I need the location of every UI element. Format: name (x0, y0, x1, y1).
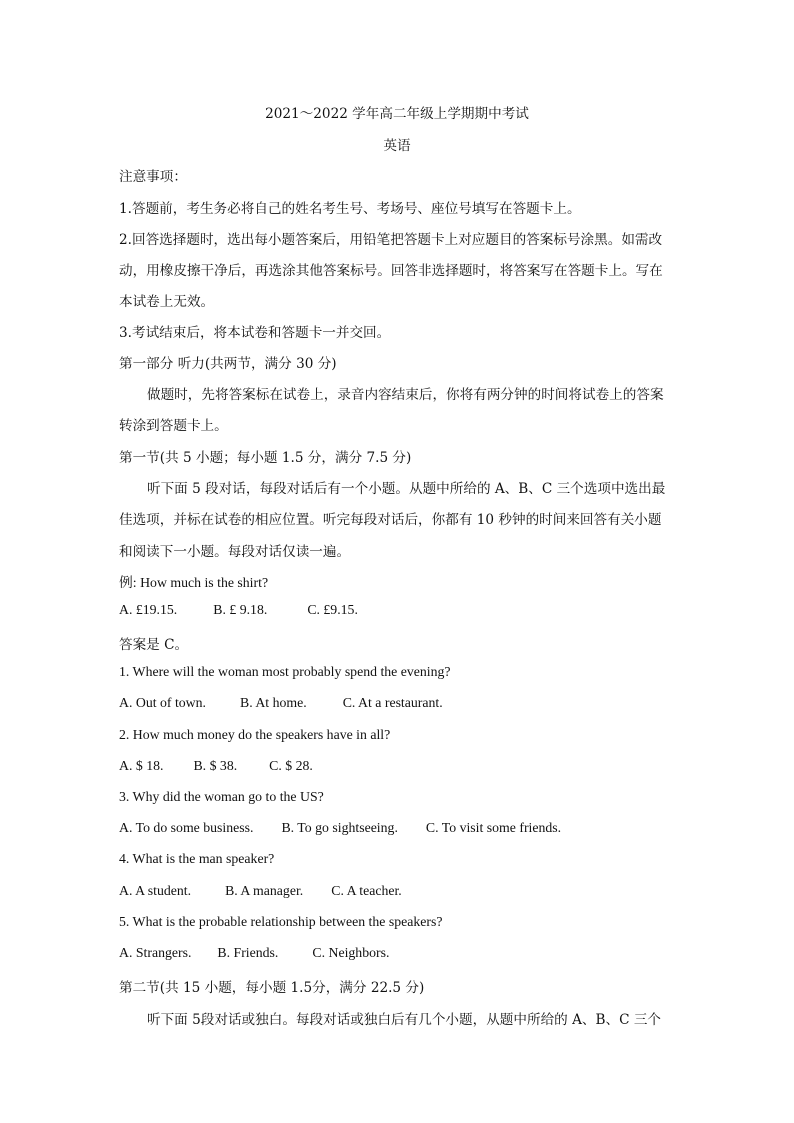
notes-item-2-line-2: 动，用橡皮擦干净后，再选涂其他答案标号。回答非选择题时，将答案写在答题卡上。写在 (119, 263, 663, 279)
question-1-stem: 1. Where will the woman most probably spend the evening? (119, 664, 451, 679)
section1-instruction-line-3: 和阅读下一小题。每段对话仅读一遍。 (119, 544, 351, 560)
section1-instruction-line-2: 佳选项，并标在试卷的相应位置。听完每段对话后，你都有 10 秒钟的时间来回答有关小题 (119, 512, 662, 528)
question-4-option-c: C. A teacher. (331, 883, 402, 898)
question-3-options (119, 820, 561, 836)
example-option-c: C. £9.15. (307, 602, 358, 617)
notes-heading: 注意事项： (119, 169, 187, 185)
question-5-option-b: B. Friends. (217, 945, 279, 960)
notes-item-2-line-3: 本试卷上无效。 (119, 294, 215, 310)
question-1-option-b: B. At home. (240, 695, 307, 710)
section1-heading: 第一节(共 5 小题；每小题 1.5 分，满分 7.5 分) (119, 450, 412, 466)
question-5-option-a: A. Strangers. (119, 945, 192, 960)
notes-item-1: 1.答题前，考生务必将自己的姓名考生号、考场号、座位号填写在答题卡上。 (119, 201, 581, 217)
section2-heading: 第二节(共 15 小题，每小题 1.5分，满分 22.5 分) (119, 980, 425, 996)
example-answer: 答案是 C。 (119, 637, 189, 653)
question-5-options (119, 945, 389, 961)
part1-instruction-line-2: 转涂到答题卡上。 (119, 418, 228, 434)
question-4-option-a: A. A student. (119, 883, 192, 898)
example-option-a: A. £19.15. (119, 602, 178, 617)
question-4-stem: 4. What is the man speaker? (119, 851, 275, 866)
exam-title: 2021～2022 学年高二年级上学期期中考试 (265, 106, 529, 122)
question-5-stem: 5. What is the probable relationship between the speakers? (119, 914, 443, 929)
question-2-option-a: A. $ 18. (119, 758, 164, 773)
question-2-option-b: B. $ 38. (193, 758, 238, 773)
notes-item-2-line-1: 2.回答选择题时，选出每小题答案后，用铅笔把答题卡上对应题目的答案标号涂黑。如需改 (119, 232, 663, 248)
question-4-options (119, 883, 402, 899)
question-2-stem: 2. How much money do the speakers have in all? (119, 727, 391, 742)
question-1-option-c: C. At a restaurant. (342, 695, 443, 710)
section2-instruction-line-1: 听下面 5段对话或独白。每段对话或独白后有几个小题，从题中所给的 A、B、C 三个 (147, 1012, 662, 1028)
question-3-option-b: B. To go sightseeing. (281, 820, 398, 835)
example-options (119, 602, 358, 618)
section1-instruction-line-1: 听下面 5 段对话，每段对话后有一个小题。从题中所给的 A、B、C 三个选项中选出最 (147, 481, 666, 497)
example-option-b: B. £ 9.18. (213, 602, 268, 617)
part1-heading: 第一部分 听力(共两节，满分 30 分) (119, 356, 337, 372)
question-5-option-c: C. Neighbors. (312, 945, 390, 960)
question-3-stem: 3. Why did the woman go to the US? (119, 789, 324, 804)
question-2-option-c: C. $ 28. (269, 758, 313, 773)
part1-instruction-line-1: 做题时，先将答案标在试卷上，录音内容结束后，你将有两分钟的时间将试卷上的答案 (147, 387, 664, 403)
question-3-option-c: C. To visit some friends. (425, 820, 562, 835)
question-2-options (119, 758, 313, 774)
question-1-option-a: A. Out of town. (119, 695, 206, 710)
question-4-option-b: B. A manager. (225, 883, 304, 898)
example-question: 例: How much is the shirt? (119, 575, 269, 590)
notes-item-3: 3.考试结束后，将本试卷和答题卡一并交回。 (119, 325, 391, 341)
exam-subject: 英语 (383, 138, 411, 154)
question-1-options (119, 695, 443, 711)
question-3-option-a: A. To do some business. (119, 820, 254, 835)
